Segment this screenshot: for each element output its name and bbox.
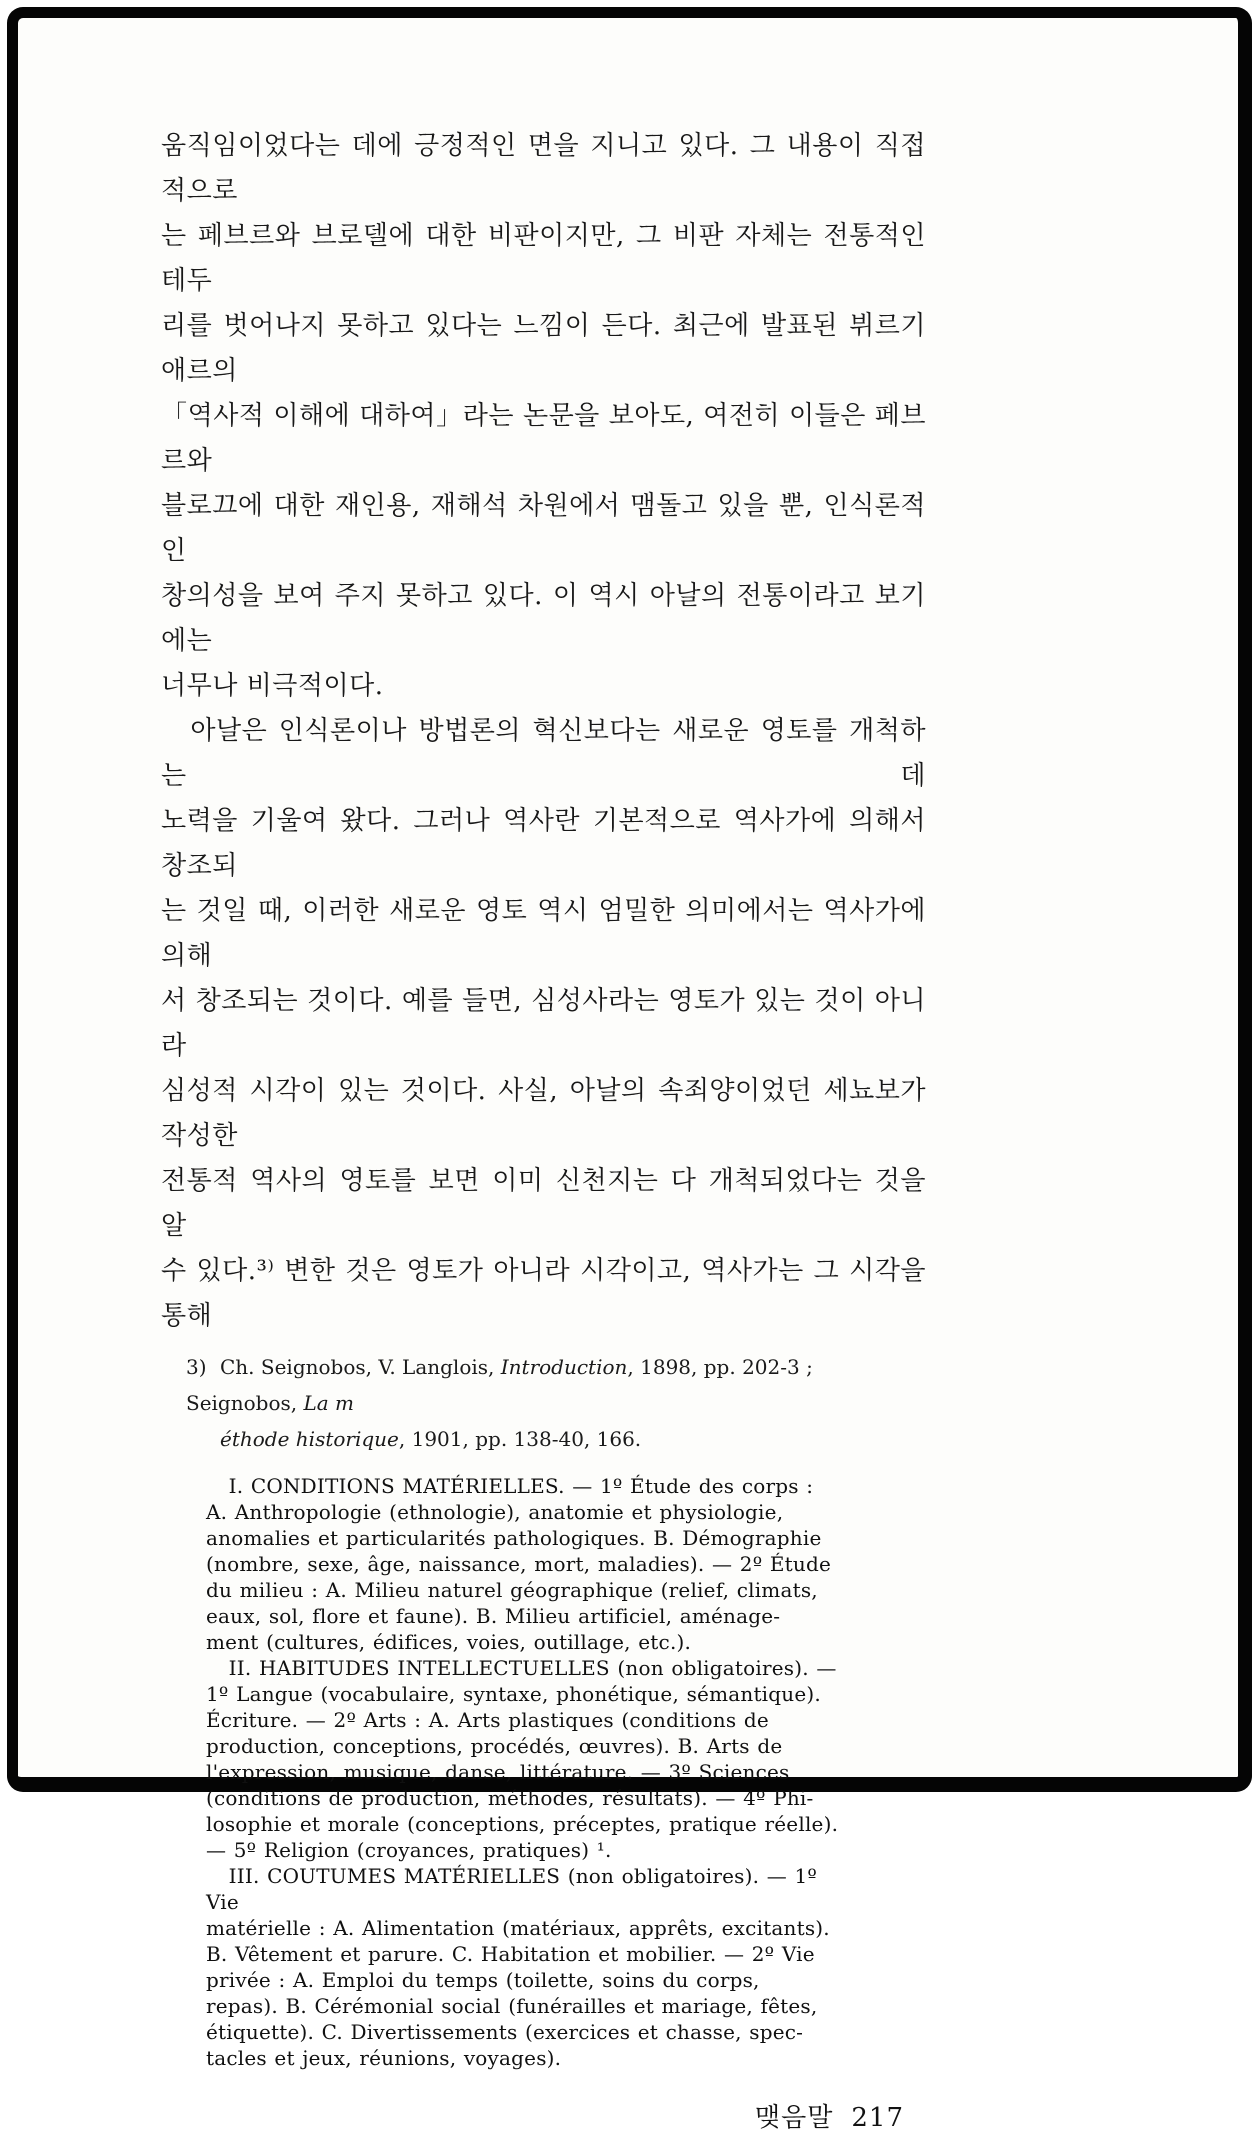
text-line: 노력을 기울여 왔다. 그러나 역사란 기본적으로 역사가에 의해서 창조되 [161, 806, 926, 881]
text-line: 는 페브르와 브로델에 대한 비판이지만, 그 비판 자체는 전통적인 테두 [161, 221, 926, 296]
text-line: 는 것일 때, 이러한 새로운 영토 역시 엄밀한 의미에서는 역사가에 의해 [161, 896, 926, 971]
footnote-marker: 3) [186, 1355, 207, 1379]
text-line: I. CONDITIONS MATÉRIELLES. — 1º Étude des corps : [206, 1474, 814, 1498]
text-line: du milieu : A. Milieu naturel géographique (relief, climats, [206, 1578, 818, 1602]
text-line: 리를 벗어나지 못하고 있다는 느낌이 든다. 최근에 발표된 뷔르기애르의 [161, 311, 926, 386]
text-line: repas). B. Cérémonial social (funérailles et mariage, fêtes, [206, 1994, 818, 2018]
text-line: 심성적 시각이 있는 것이다. 사실, 아날의 속죄양이었던 세뇨보가 작성한 [161, 1076, 926, 1151]
text-line: — 5º Religion (croyances, pratiques) ¹. [206, 1838, 612, 1862]
text-line: privée : A. Emploi du temps (toilette, soins du corps, [206, 1968, 760, 1992]
text-line: l'expression, musique, danse, littérature. — 3º Sciences [206, 1760, 790, 1784]
paragraph-1 [161, 124, 926, 709]
text-line: III. COUTUMES MATÉRIELLES (non obligatoires). — 1º Vie [206, 1864, 817, 1914]
text-line: 「역사적 이해에 대하여」라는 논문을 보아도, 여전히 이들은 페브르와 [161, 401, 926, 476]
text-line: (conditions de production, méthodes, résultats). — 4º Phi- [206, 1786, 814, 1810]
text-line: II. HABITUDES INTELLECTUELLES (non obligatoires). — [206, 1656, 837, 1680]
text-line: B. Vêtement et parure. C. Habitation et mobilier. — 2º Vie [206, 1942, 815, 1966]
book-page [18, 18, 1238, 2133]
paragraph-2 [161, 709, 926, 1339]
text-line: (nombre, sexe, âge, naissance, mort, maladies). — 2º Étude [206, 1552, 832, 1576]
text-line: 블로끄에 대한 재인용, 재해석 차원에서 맴돌고 있을 뿐, 인식론적인 [161, 491, 926, 566]
text-line: matérielle : A. Alimentation (matériaux, apprêts, excitants). [206, 1916, 830, 1940]
footnote-work-title: Introduction [500, 1355, 628, 1379]
footnote [186, 1349, 926, 1457]
footnote-work-title: éthode historique [220, 1427, 399, 1451]
text-line: 움직임이었다는 데에 긍정적인 면을 지니고 있다. 그 내용이 직접적으로 [161, 131, 926, 206]
footnote-line [186, 1421, 926, 1457]
page-number: 217 [851, 2103, 904, 2133]
scan-border-frame [7, 7, 1252, 2133]
text-line: A. Anthropologie (ethnologie), anatomie et physiologie, [206, 1500, 784, 1524]
text-line: losophie et morale (conceptions, préceptes, pratique réelle). [206, 1812, 839, 1836]
text-line: 수 있다.³⁾ 변한 것은 영토가 아니라 시각이고, 역사가는 그 시각을 통해 [161, 1256, 926, 1331]
text-line: 1º Langue (vocabulaire, syntaxe, phonétique, sémantique). [206, 1682, 821, 1706]
section-title: 맺음말 [755, 2103, 834, 2133]
text-line: Écriture. — 2º Arts : A. Arts plastiques (conditions de [206, 1708, 769, 1732]
footnote-text: , 1901, pp. 138-40, 166. [398, 1427, 642, 1451]
footnote-line [186, 1349, 926, 1421]
text-line: production, conceptions, procédés, œuvres). B. Arts de [206, 1734, 783, 1758]
text-line: anomalies et particularités pathologiques. B. Démographie [206, 1526, 822, 1550]
footnote-text: Ch. Seignobos, V. Langlois, [220, 1355, 501, 1379]
korean-body-text [161, 124, 926, 1339]
text-line: étiquette). C. Divertissements (exercices et chasse, spec- [206, 2020, 804, 2044]
text-line: 전통적 역사의 영토를 보면 이미 신천지는 다 개척되었다는 것을 알 [161, 1166, 926, 1241]
text-line: 너무나 비극적이다. [161, 671, 384, 701]
french-quotation-block [206, 1473, 856, 2071]
text-line: ment (cultures, édifices, voies, outillage, etc.). [206, 1630, 692, 1654]
page-footer [161, 2097, 926, 2134]
text-line: tacles et jeux, réunions, voyages). [206, 2046, 562, 2070]
text-line: 창의성을 보여 주지 못하고 있다. 이 역시 아날의 전통이라고 보기에는 [161, 581, 926, 656]
text-line: 아날은 인식론이나 방법론의 혁신보다는 새로운 영토를 개척하는 데 [161, 716, 926, 791]
footnote-work-title: La m [303, 1391, 355, 1415]
text-line: 서 창조되는 것이다. 예를 들면, 심성사라는 영토가 있는 것이 아니라 [161, 986, 926, 1061]
footnote-text: , 1898, pp. 202-3 ; Seignobos, [186, 1355, 813, 1415]
text-line: eaux, sol, flore et faune). B. Milieu artificiel, aménage- [206, 1604, 781, 1628]
